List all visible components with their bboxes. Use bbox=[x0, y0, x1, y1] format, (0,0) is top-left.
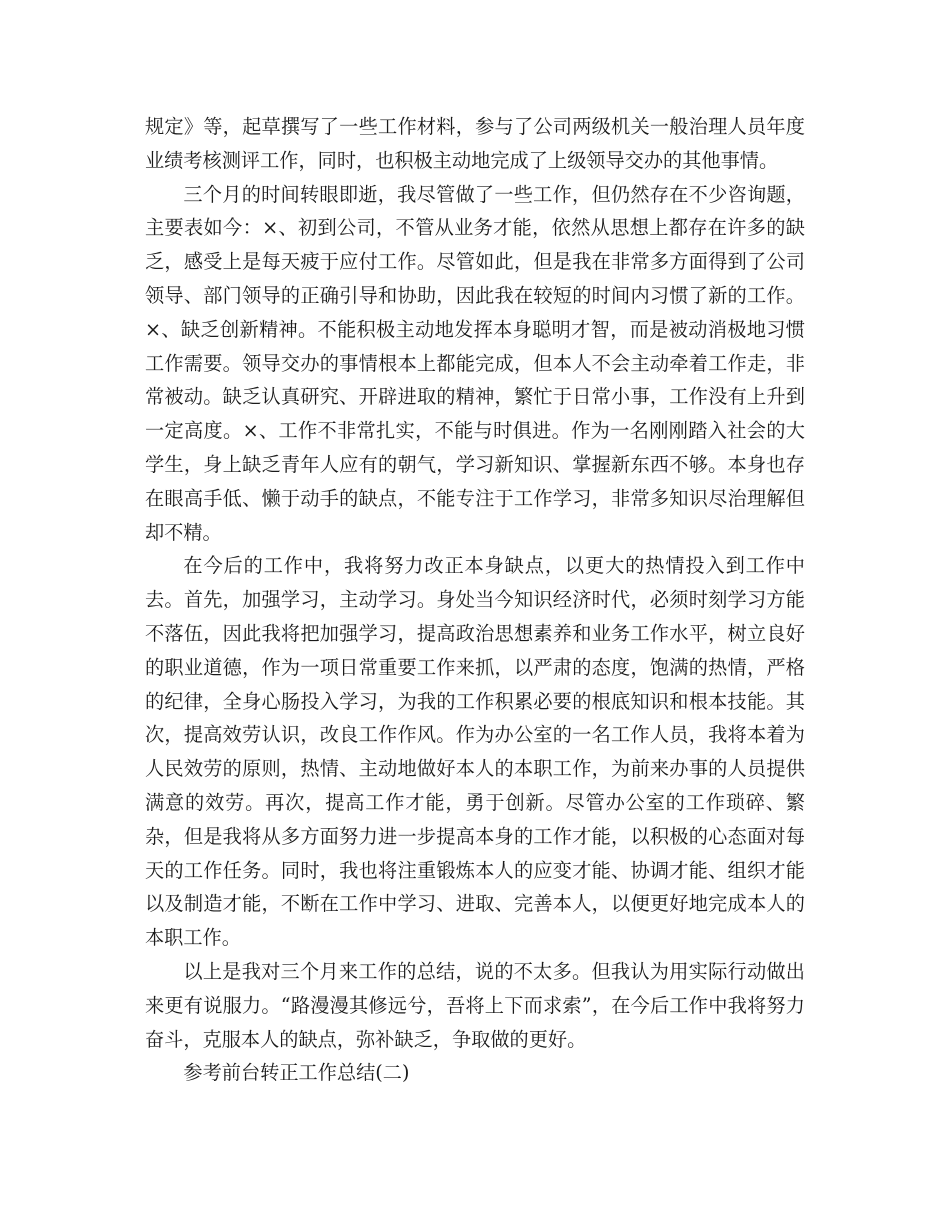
paragraph-conclusion: 以上是我对三个月来工作的总结，说的不太多。但我认为用实际行动做出来更有说服力。“路漫漫其修远兮，吾将上下而求索”，在今后工作中我将努力奋斗，克服本人的缺点，弥补缺乏，争取做的更好。 bbox=[145, 959, 805, 1051]
paragraph-plans: 在今后的工作中，我将努力改正本身缺点，以更大的热情投入到工作中去。首先，加强学习，主动学习。身处当今知识经济时代，必须时刻学习方能不落伍，因此我将把加强学习，提高政治思想素养和业务工作水平，树立良好的职业道德，作为一项日常重要工作来抓，以严肃的态度，饱满的热情，严格的纪律，全身心肠投入学习，为我的工作积累必要的根底知识和根本技能。其次，提高效劳认识，改良工作作风。作为办公室的一名工作人员，我将本着为人民效劳的原则，热情、主动地做好本人的本职工作，为前来办事的人员提供满意的效劳。再次，提高工作才能，勇于创新。尽管办公室的工作琐碎、繁杂，但是我将从多方面努力进一步提高本身的工作才能，以积极的心态面对每天的工作任务。同时，我也将注重锻炼本人的应变才能、协调才能、组织才能以及制造才能，不断在工作中学习、进取、完善本人，以便更好地完成本人的本职工作。 bbox=[145, 554, 805, 950]
paragraph-continued: 规定》等，起草撰写了一些工作材料，参与了公司两级机关一般治理人员年度业绩考核测评工作，同时，也积极主动地完成了上级领导交办的其他事情。 bbox=[145, 115, 805, 172]
paragraph-problems: 三个月的时间转眼即逝，我尽管做了一些工作，但仍然存在不少咨询题，主要表如今：×、初到公司，不管从业务才能，依然从思想上都存在许多的缺乏，感受上是每天疲于应付工作。尽管如此，但是我在非常多方面得到了公司领导、部门领导的正确引导和协助，因此我在较短的时间内习惯了新的工作。×、缺乏创新精神。不能积极主动地发挥本身聪明才智，而是被动消极地习惯工作需要。领导交办的事情根本上都能完成，但本人不会主动牵着工作走，非常被动。缺乏认真研究、开辟进取的精神，繁忙于日常小事，工作没有上升到一定高度。×、工作不非常扎实，不能与时俱进。作为一名刚刚踏入社会的大学生，身上缺乏青年人应有的朝气，学习新知识、掌握新东西不够。本身也存在眼高手低、懒于动手的缺点，不能专注于工作学习，非常多知识尽治理解但却不精。 bbox=[145, 182, 805, 544]
section-title: 参考前台转正工作总结(二) bbox=[183, 1061, 410, 1085]
document-body bbox=[145, 110, 805, 1090]
